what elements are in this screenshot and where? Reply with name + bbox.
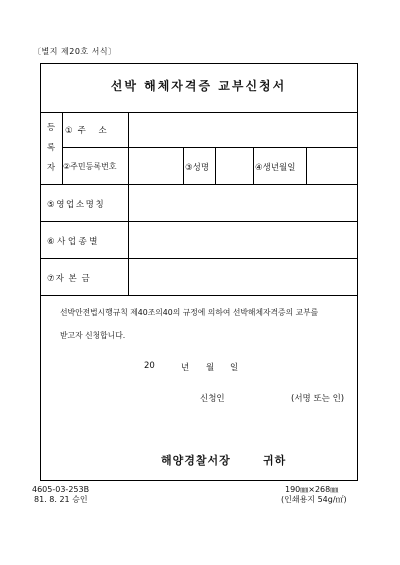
registrant-label-char: 등 [46,123,56,133]
form-title: 선박 해체자격증 교부신청서 [110,79,287,93]
signature-hint: (서명 또는 인) [291,394,345,404]
applicant-signature-field[interactable] [227,387,287,403]
business-type-label: ⑥사업종별 [47,237,100,247]
birth-date-label: ④생년월일 [255,163,296,173]
footer-form-code: 4605-03-253B [32,485,90,494]
resident-id-value-field[interactable] [130,149,182,183]
name-label: ③성명 [185,163,210,173]
date-year: 20 [144,361,155,371]
authority-suffix: 귀하 [263,454,287,467]
capital-label: ⑦자 본 금 [47,274,91,284]
rule-label-column [128,112,129,295]
address-label: ①주 소 [65,126,112,136]
authority-name: 해양경찰서장 [161,454,231,467]
rule-registrant-column [62,112,63,184]
date-month-unit: 월 [206,363,215,373]
capital-value-field[interactable] [130,260,356,294]
date-year-unit: 년 [181,363,190,373]
form-number-label: 〔별지 제20호 서식〕 [33,47,117,56]
rule-business-type-end [41,258,357,259]
business-name-value-field[interactable] [130,186,356,220]
rule-below-title [41,112,357,113]
business-name-label: ⑤영업소명칭 [47,200,106,210]
footer-paper-size: 190㎜×268㎜ [285,485,339,494]
request-text-line-2: 받고자 신청합니다. [60,331,126,340]
application-form-frame [40,63,358,481]
registrant-label-char: 자 [46,163,56,173]
rule-address-id [62,147,357,148]
rule-birth-label-right [306,147,307,184]
request-text-line-1: 선박안전법시행규칙 제40조의40의 규정에 의하여 선박해체자격증의 교부를 [60,308,319,317]
rule-name-label-right [215,147,216,184]
footer-approval-date: 81. 8. 21 승인 [34,495,88,504]
name-value-field[interactable] [217,149,252,183]
rule-business-name-end [41,221,357,222]
resident-id-label: ②주민등록번호 [63,162,117,171]
applicant-label: 신청인 [200,394,225,404]
rule-name-label-left [183,147,184,184]
rule-capital-end [41,295,357,296]
address-value-field[interactable] [130,114,356,146]
rule-birth-label-left [253,147,254,184]
registrant-label-char: 록 [46,143,56,153]
rule-registrant-end [41,184,357,185]
footer-paper-weight: (인쇄용지 54g/㎡) [281,495,347,504]
date-day-unit: 일 [230,363,239,373]
birth-date-value-field[interactable] [308,149,356,183]
business-type-value-field[interactable] [130,223,356,257]
